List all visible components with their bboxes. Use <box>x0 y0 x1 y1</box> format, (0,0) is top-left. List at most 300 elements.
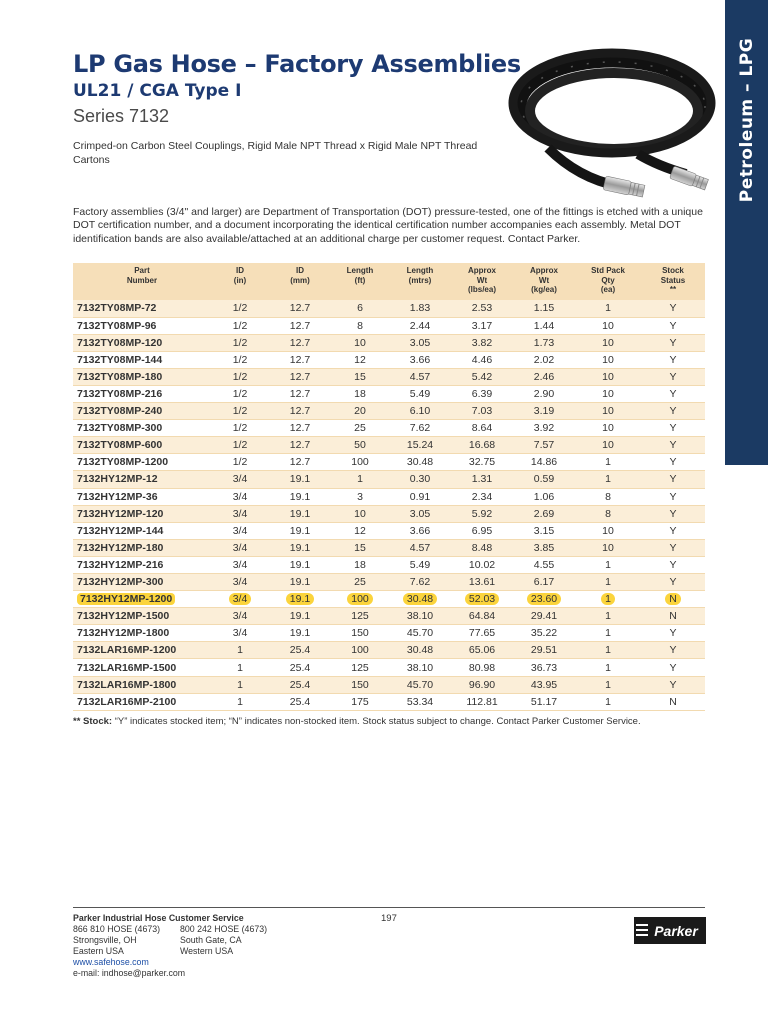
table-cell <box>451 676 513 693</box>
cell-value: 7132LAR16MP-1800 <box>77 678 177 691</box>
table-cell <box>513 505 575 522</box>
cell-value: 1 <box>605 610 611 623</box>
table-cell <box>269 368 331 385</box>
table-cell <box>389 437 451 454</box>
column-header <box>641 263 705 300</box>
column-header-line: Qty <box>601 275 615 285</box>
cell-value: 10 <box>602 405 614 418</box>
table-cell <box>269 539 331 556</box>
cell-value: 30.48 <box>406 644 434 657</box>
cell-value: 12.7 <box>289 405 311 418</box>
cell-value: Y <box>669 388 677 401</box>
table-cell <box>211 488 269 505</box>
footer-east-region: Eastern USA <box>73 946 124 956</box>
table-row <box>73 437 705 454</box>
part-number-cell <box>73 608 211 625</box>
cell-value: 19.1 <box>289 541 311 554</box>
cell-value: Y <box>669 302 677 315</box>
cell-value: 25.4 <box>289 695 311 708</box>
table-cell <box>575 556 641 573</box>
column-header <box>331 263 389 300</box>
cell-value: 3/4 <box>232 627 248 640</box>
table-cell <box>641 300 705 317</box>
table-cell <box>269 300 331 317</box>
table-cell <box>269 420 331 437</box>
cell-value: 1 <box>237 678 243 691</box>
series-label: Series 7132 <box>73 106 170 126</box>
cell-value: 7.62 <box>409 422 431 435</box>
cell-value: 3.05 <box>409 336 431 349</box>
cell-value: 7132HY12MP-1800 <box>77 627 170 640</box>
column-header-line: Stock <box>662 266 684 275</box>
stock-note <box>73 716 641 727</box>
cell-value: 7132HY12MP-1500 <box>77 610 170 623</box>
table-cell <box>331 317 389 334</box>
parker-logo <box>634 917 706 944</box>
table-cell <box>451 505 513 522</box>
cell-value: 7132TY08MP-240 <box>77 405 163 418</box>
column-header-line: Part <box>134 266 150 275</box>
table-cell <box>513 403 575 420</box>
table-row <box>73 300 705 317</box>
table-cell <box>575 471 641 488</box>
cell-value: 1/2 <box>232 319 248 332</box>
cell-value: 18 <box>354 388 366 401</box>
footer-heading: Parker Industrial Hose Customer Service <box>73 913 244 923</box>
table-cell <box>575 522 641 539</box>
cell-value: N <box>665 593 681 605</box>
table-cell <box>575 385 641 402</box>
cell-value: 19.1 <box>289 490 311 503</box>
table-row <box>73 539 705 556</box>
table-cell <box>575 625 641 642</box>
part-number-cell <box>73 625 211 642</box>
cell-value: N <box>669 695 677 708</box>
table-cell <box>211 539 269 556</box>
column-header-line: Wt <box>476 275 488 285</box>
table-cell <box>451 317 513 334</box>
table-cell <box>641 625 705 642</box>
cell-value: 38.10 <box>406 610 434 623</box>
cell-value: 1 <box>605 661 611 674</box>
cell-value: 7132TY08MP-144 <box>77 353 163 366</box>
cell-value: 3/4 <box>232 541 248 554</box>
table-cell <box>389 403 451 420</box>
spec-line: Crimped-on Carbon Steel Couplings, Rigid Male NPT Thread x Rigid Male NPT Thread <box>73 140 478 152</box>
spec-line: Cartons <box>73 154 110 166</box>
column-header-line: (lbs/ea) <box>467 285 496 294</box>
cell-value: 175 <box>351 695 369 708</box>
table-cell <box>331 574 389 591</box>
table-cell <box>451 300 513 317</box>
cell-value: 77.65 <box>468 627 496 640</box>
cell-value: 29.51 <box>530 644 558 657</box>
cell-value: 7132TY08MP-216 <box>77 388 163 401</box>
cell-value: 1.31 <box>471 473 493 486</box>
table-cell <box>513 693 575 710</box>
column-header <box>389 263 451 300</box>
column-header-line: Length <box>406 266 434 275</box>
table-cell <box>269 505 331 522</box>
table-cell <box>211 522 269 539</box>
table-cell <box>641 471 705 488</box>
cell-value: 25.4 <box>289 678 311 691</box>
table-cell <box>575 488 641 505</box>
cell-value: Y <box>669 456 677 469</box>
cell-value: 3/4 <box>232 473 248 486</box>
table-cell <box>641 659 705 676</box>
table-cell <box>575 300 641 317</box>
table-cell <box>211 676 269 693</box>
column-header-line: (ea) <box>600 285 616 294</box>
cell-value: 19.1 <box>289 473 311 486</box>
table-cell <box>513 591 575 608</box>
table-cell <box>269 488 331 505</box>
table-cell <box>269 317 331 334</box>
cell-value: 5.49 <box>409 388 431 401</box>
table-cell <box>513 471 575 488</box>
table-cell <box>451 471 513 488</box>
table-cell <box>211 659 269 676</box>
table-cell <box>641 454 705 471</box>
cell-value: 12.7 <box>289 370 311 383</box>
cell-value: 10 <box>602 422 614 435</box>
cell-value: 7132HY12MP-180 <box>77 541 164 554</box>
table-cell <box>451 385 513 402</box>
table-row <box>73 642 705 659</box>
table-row <box>73 403 705 420</box>
footer-west-phone: 800 242 HOSE (4673) <box>180 924 268 934</box>
cell-value: 6 <box>357 302 363 315</box>
cell-value: 12.7 <box>289 353 311 366</box>
table-cell <box>211 471 269 488</box>
column-header-line: Length <box>346 266 374 275</box>
table-cell <box>331 608 389 625</box>
cell-value: 3/4 <box>229 593 252 605</box>
table-row <box>73 574 705 591</box>
table-cell <box>513 556 575 573</box>
table-header-row <box>73 263 705 300</box>
part-number-cell <box>73 693 211 710</box>
part-number-cell <box>73 539 211 556</box>
cell-value: 1 <box>605 644 611 657</box>
cell-value: 1/2 <box>232 439 248 452</box>
table-cell <box>389 659 451 676</box>
cell-value: 19.1 <box>289 558 311 571</box>
cell-value: 150 <box>351 627 369 640</box>
table-cell <box>575 334 641 351</box>
column-header-line: Std Pack <box>591 266 625 275</box>
cell-value: 1/2 <box>232 370 248 383</box>
table-cell <box>389 488 451 505</box>
column-header-line: ID <box>236 266 244 275</box>
table-cell <box>513 659 575 676</box>
cell-value: 7132LAR16MP-1200 <box>77 644 177 657</box>
cell-value: 12.7 <box>289 336 311 349</box>
cell-value: 10 <box>354 507 366 520</box>
part-number-cell <box>73 659 211 676</box>
table-cell <box>575 505 641 522</box>
table-cell <box>575 351 641 368</box>
cell-value: 53.34 <box>406 695 434 708</box>
cell-value: 1 <box>237 695 243 708</box>
table-cell <box>211 317 269 334</box>
cell-value: 4.57 <box>409 541 431 554</box>
cell-value: 1.44 <box>533 319 555 332</box>
cell-value: Y <box>669 558 677 571</box>
table-cell <box>513 522 575 539</box>
cell-value: 7132HY12MP-144 <box>77 524 164 537</box>
table-cell <box>331 676 389 693</box>
part-number-cell <box>73 471 211 488</box>
column-header-line: Status <box>660 275 686 285</box>
cell-value: 3/4 <box>232 558 248 571</box>
table-cell <box>513 437 575 454</box>
cell-value: Y <box>669 524 677 537</box>
cell-value: 10 <box>602 370 614 383</box>
table-cell <box>641 693 705 710</box>
cell-value: 51.17 <box>530 695 558 708</box>
hose-assembly-image <box>508 48 718 208</box>
table-cell <box>211 556 269 573</box>
table-cell <box>389 522 451 539</box>
part-number-cell <box>73 368 211 385</box>
stock-note-label: ** Stock: <box>73 716 113 727</box>
cell-value: 14.86 <box>530 456 558 469</box>
cell-value: 19.1 <box>289 524 311 537</box>
cell-value: 2.69 <box>533 507 555 520</box>
table-cell <box>389 574 451 591</box>
cell-value: 3.66 <box>409 524 431 537</box>
table-cell <box>389 556 451 573</box>
table-cell <box>451 403 513 420</box>
cell-value: 52.03 <box>465 593 499 605</box>
cell-value: 12 <box>354 353 366 366</box>
cell-value: Y <box>669 422 677 435</box>
cell-value: 2.90 <box>533 388 555 401</box>
table-cell <box>641 642 705 659</box>
cell-value: 19.1 <box>289 507 311 520</box>
cell-value: 3.19 <box>533 405 555 418</box>
cell-value: 2.02 <box>533 353 555 366</box>
table-cell <box>389 454 451 471</box>
table-cell <box>389 317 451 334</box>
column-header <box>575 263 641 300</box>
cell-value: 1 <box>605 576 611 589</box>
table-cell <box>513 642 575 659</box>
cell-value: 5.42 <box>471 370 493 383</box>
cell-value: Y <box>669 319 677 332</box>
table-cell <box>575 368 641 385</box>
footer-email[interactable]: e-mail: indhose@parker.com <box>73 968 186 978</box>
cell-value: 64.84 <box>468 610 496 623</box>
cell-value: 1.15 <box>533 302 555 315</box>
cell-value: 1.83 <box>409 302 431 315</box>
part-number-cell <box>73 522 211 539</box>
cell-value: 7132HY12MP-36 <box>77 490 158 503</box>
table-cell <box>513 317 575 334</box>
table-cell <box>389 608 451 625</box>
table-cell <box>269 454 331 471</box>
column-header-line: Approx <box>468 266 496 275</box>
table-row <box>73 625 705 642</box>
cell-value: 3/4 <box>232 576 248 589</box>
cell-value: 1/2 <box>232 388 248 401</box>
description-paragraph: Factory assemblies (3/4" and larger) are Department of Transportation (DOT) pressure-tested, one of the fittings is etched with a unique DOT certification number, and a document incorporating the identical certification number accompanies each assembly. Metal DOT identification bands are also available/attached at an additional charge per customer request. Contact Parker. <box>73 206 703 245</box>
table-cell <box>269 471 331 488</box>
cell-value: Y <box>669 678 677 691</box>
column-header-line: Number <box>126 275 158 285</box>
table-cell <box>269 522 331 539</box>
part-number-cell <box>73 437 211 454</box>
part-number-cell <box>73 591 211 608</box>
page-number: 197 <box>381 913 397 924</box>
cell-value: 7132TY08MP-96 <box>77 319 157 332</box>
table-cell <box>513 351 575 368</box>
cell-value: 2.34 <box>471 490 493 503</box>
cell-value: 3.82 <box>471 336 493 349</box>
table-cell <box>211 403 269 420</box>
table-cell <box>211 454 269 471</box>
cell-value: 3.92 <box>533 422 555 435</box>
table-cell <box>269 351 331 368</box>
table-cell <box>513 420 575 437</box>
table-row <box>73 471 705 488</box>
cell-value: 3.15 <box>533 524 555 537</box>
footer-east-phone: 866 810 HOSE (4673) <box>73 924 161 934</box>
column-header-line: (ft) <box>354 275 366 285</box>
cell-value: 4.46 <box>471 353 493 366</box>
cell-value: 10 <box>354 336 366 349</box>
cell-value: 1/2 <box>232 422 248 435</box>
cell-value: 7132TY08MP-120 <box>77 336 163 349</box>
cell-value: 15 <box>354 370 366 383</box>
cell-value: 7132TY08MP-600 <box>77 439 163 452</box>
table-cell <box>451 420 513 437</box>
cell-value: 50 <box>354 439 366 452</box>
column-header <box>211 263 269 300</box>
cell-value: 5.92 <box>471 507 493 520</box>
cell-value: 2.53 <box>471 302 493 315</box>
table-row <box>73 454 705 471</box>
cell-value: Y <box>669 473 677 486</box>
cell-value: 65.06 <box>468 644 496 657</box>
footer-west-contact <box>180 924 267 957</box>
table-cell <box>575 403 641 420</box>
cell-value: Y <box>669 576 677 589</box>
cell-value: 1 <box>237 644 243 657</box>
cell-value: 7132HY12MP-120 <box>77 507 164 520</box>
cell-value: 30.48 <box>403 593 437 605</box>
cell-value: 19.1 <box>289 576 311 589</box>
table-cell <box>211 420 269 437</box>
table-cell <box>641 403 705 420</box>
column-header <box>513 263 575 300</box>
column-header-line: ID <box>296 266 304 275</box>
table-row <box>73 385 705 402</box>
cell-value: 10 <box>602 439 614 452</box>
cell-value: 25 <box>354 422 366 435</box>
cell-value: Y <box>669 405 677 418</box>
footer-contact <box>73 913 268 979</box>
column-header <box>73 263 211 300</box>
column-header-line: (mm) <box>290 275 310 285</box>
part-number-cell <box>73 351 211 368</box>
table-cell <box>269 659 331 676</box>
table-cell <box>513 676 575 693</box>
table-cell <box>331 625 389 642</box>
part-number-cell <box>73 385 211 402</box>
footer-west-region: Western USA <box>180 946 234 956</box>
table-row <box>73 608 705 625</box>
table-cell <box>575 454 641 471</box>
cell-value: 1/2 <box>232 456 248 469</box>
table-cell <box>641 488 705 505</box>
cell-value: 7132HY12MP-300 <box>77 576 164 589</box>
part-number-cell <box>73 454 211 471</box>
cell-value: 16.68 <box>468 439 496 452</box>
cell-value: 0.30 <box>409 473 431 486</box>
cell-value: 8.48 <box>471 541 493 554</box>
cell-value: Y <box>669 541 677 554</box>
cell-value: Y <box>669 661 677 674</box>
table-cell <box>211 693 269 710</box>
table-cell <box>211 300 269 317</box>
cell-value: Y <box>669 353 677 366</box>
table-cell <box>269 625 331 642</box>
cell-value: 12.7 <box>289 388 311 401</box>
table-cell <box>269 334 331 351</box>
cell-value: 125 <box>351 661 369 674</box>
table-cell <box>451 334 513 351</box>
table-cell <box>389 300 451 317</box>
table-cell <box>641 522 705 539</box>
cell-value: 3/4 <box>232 507 248 520</box>
page-subtitle: UL21 / CGA Type I <box>73 81 242 101</box>
table-cell <box>389 505 451 522</box>
column-header-line: ** <box>669 285 677 294</box>
cell-value: N <box>669 610 677 623</box>
cell-value: 4.55 <box>533 558 555 571</box>
cell-value: 7132TY08MP-300 <box>77 422 163 435</box>
cell-value: 6.39 <box>471 388 493 401</box>
cell-value: 25.4 <box>289 661 311 674</box>
table-cell <box>331 368 389 385</box>
cell-value: 80.98 <box>468 661 496 674</box>
table-cell <box>331 522 389 539</box>
cell-value: 150 <box>351 678 369 691</box>
cell-value: 45.70 <box>406 678 434 691</box>
table-cell <box>389 385 451 402</box>
cell-value: 12 <box>354 524 366 537</box>
table-row <box>73 368 705 385</box>
table-cell <box>389 471 451 488</box>
cell-value: 7132TY08MP-1200 <box>77 456 169 469</box>
footer-website-link[interactable]: www.safehose.com <box>73 957 149 967</box>
section-side-tab <box>725 0 768 465</box>
table-cell <box>641 505 705 522</box>
cell-value: 12.7 <box>289 422 311 435</box>
table-row <box>73 488 705 505</box>
cell-value: 3/4 <box>232 610 248 623</box>
table-row <box>73 659 705 676</box>
cell-value: 7.62 <box>409 576 431 589</box>
cell-value: 7132TY08MP-72 <box>77 302 157 315</box>
table-cell <box>451 693 513 710</box>
table-cell <box>269 676 331 693</box>
cell-value: 1 <box>357 473 363 486</box>
table-cell <box>331 300 389 317</box>
